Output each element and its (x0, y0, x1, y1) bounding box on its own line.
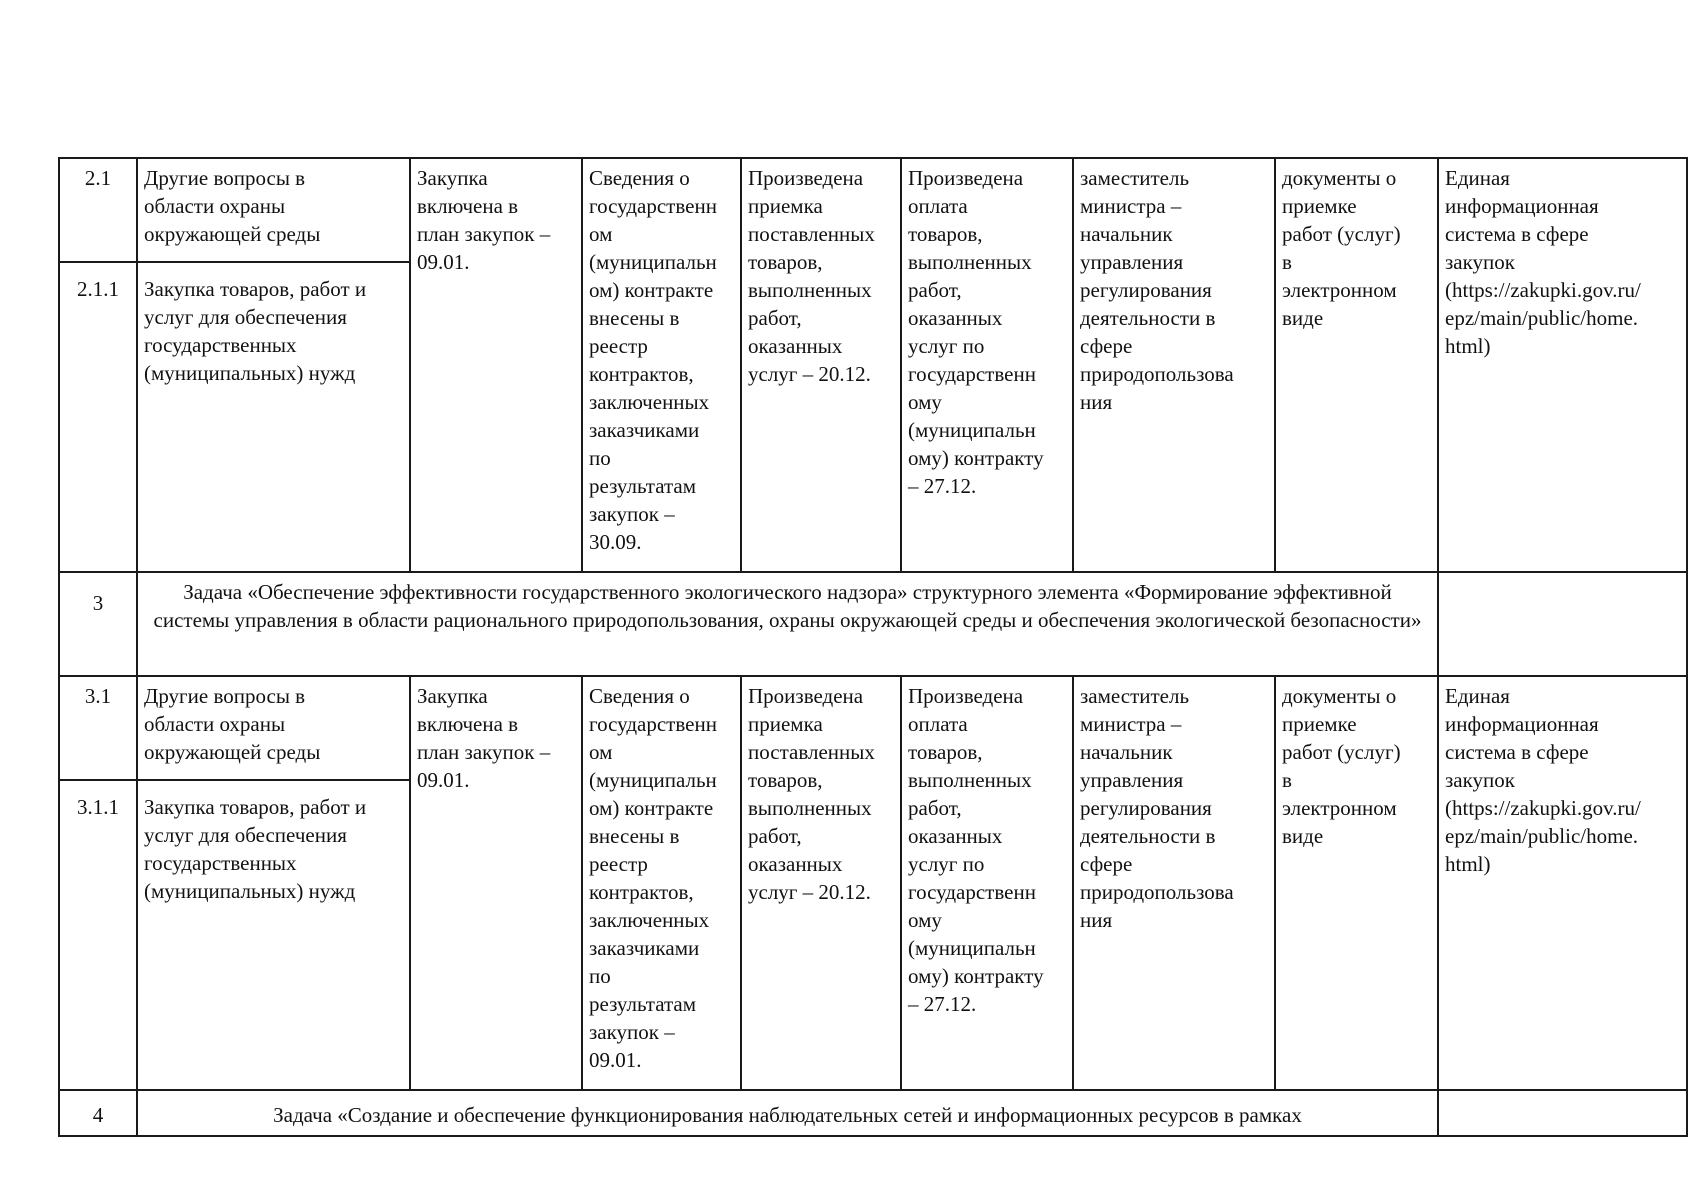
control-event-cell: Закупка включена в план закупок – 09.01. (410, 676, 582, 1090)
task-text: Задача «Обеспечение эффективности государственного экологического надзора» структурного элемента «Формирование эффективной системы управления в области рационального природопользования, охраны окружающей среды и обеспечения экологической безопасности» (137, 572, 1438, 676)
control-event-cell: Закупка включена в план закупок – 09.01. (410, 158, 582, 572)
task-text: Задача «Создание и обеспечение функционирования наблюдательных сетей и информационных ресурсов в рамках (137, 1090, 1438, 1136)
info-system-cell: Единая информационная система в сфере закупок (https://zakupki.gov.ru/ epz/main/public/home. html) (1438, 676, 1687, 1090)
contract-info-cell: Сведения о государственн ом (муниципальн ом) контракте внесены в реестр контрактов, заключенных заказчиками по результатам закупок – 30.09. (582, 158, 741, 572)
document-cell: документы о приемке работ (услуг) в электронном виде (1275, 676, 1438, 1090)
payment-cell: Произведена оплата товаров, выполненных работ, оказанных услуг по государственн ому (муниципальн ому) контракту – 27.12. (901, 158, 1073, 572)
implementation-plan-table (58, 157, 1688, 1137)
acceptance-cell: Произведена приемка поставленных товаров, выполненных работ, оказанных услуг – 20.12. (741, 158, 901, 572)
row-number: 2.1 (59, 158, 137, 262)
table-row (59, 158, 1687, 262)
task-row (59, 572, 1687, 676)
task-number: 4 (59, 1090, 137, 1136)
contract-info-cell: Сведения о государственн ом (муниципальн ом) контракте внесены в реестр контрактов, заключенных заказчиками по результатам закупок – 09.01. (582, 676, 741, 1090)
sub-row-name: Закупка товаров, работ и услуг для обеспечения государственных (муниципальных) нужд (137, 780, 410, 1090)
empty-cell (1438, 572, 1687, 676)
row-name: Другие вопросы в области охраны окружающей среды (137, 676, 410, 780)
payment-cell: Произведена оплата товаров, выполненных работ, оказанных услуг по государственн ому (муниципальн ому) контракту – 27.12. (901, 676, 1073, 1090)
sub-row-name: Закупка товаров, работ и услуг для обеспечения государственных (муниципальных) нужд (137, 262, 410, 572)
task-number: 3 (59, 572, 137, 676)
row-name: Другие вопросы в области охраны окружающей среды (137, 158, 410, 262)
responsible-cell: заместитель министра – начальник управления регулирования деятельности в сфере природопользова ния (1073, 676, 1275, 1090)
sub-row-number: 3.1.1 (59, 780, 137, 1090)
table-row (59, 676, 1687, 780)
info-system-cell: Единая информационная система в сфере закупок (https://zakupki.gov.ru/ epz/main/public/home. html) (1438, 158, 1687, 572)
row-number: 3.1 (59, 676, 137, 780)
empty-cell (1438, 1090, 1687, 1136)
acceptance-cell: Произведена приемка поставленных товаров, выполненных работ, оказанных услуг – 20.12. (741, 676, 901, 1090)
sub-row-number: 2.1.1 (59, 262, 137, 572)
responsible-cell: заместитель министра – начальник управления регулирования деятельности в сфере природопользова ния (1073, 158, 1275, 572)
document-cell: документы о приемке работ (услуг) в электронном виде (1275, 158, 1438, 572)
task-row (59, 1090, 1687, 1136)
